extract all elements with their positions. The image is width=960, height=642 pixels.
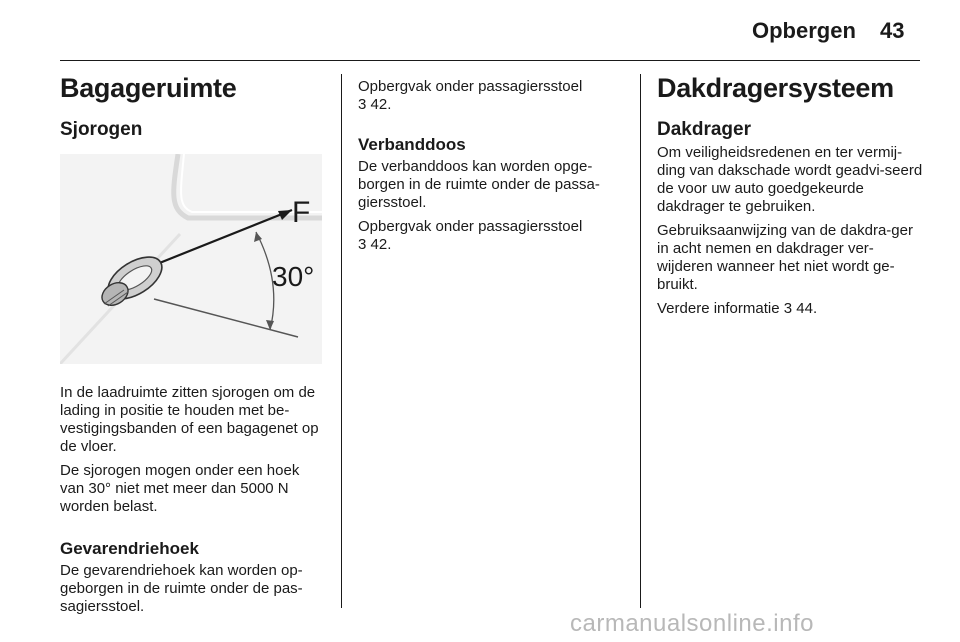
ref-arrow-icon: 3	[783, 300, 793, 317]
paragraph-dakdrager-advice: Om veiligheidsredenen en ter vermij-ding van dakschade wordt geadvi-seerd de voor uw auto goedgekeurde dakdrager te gebruiken.	[657, 144, 923, 215]
section-title-bagageruimte: Bagageruimte	[60, 73, 237, 103]
subsection-title-verbanddoos: Verbanddoos	[358, 135, 466, 154]
force-label: F	[292, 196, 311, 229]
paragraph-dakdrager-usage: Gebruiksaanwijzing van de dakdra-ger in acht nemen en dakdrager ver-wijderen wanneer het niet wordt ge-bruikt.	[657, 222, 913, 293]
page-number: 43	[880, 18, 905, 43]
subsection-title-dakdrager: Dakdrager	[657, 119, 751, 140]
section-title-dakdragersysteem: Dakdragersysteem	[657, 73, 894, 103]
column-divider-1	[341, 74, 342, 608]
right-column	[657, 72, 923, 318]
paragraph-lashing-load: De sjorogen mogen onder een hoek van 30° niet met meer dan 5000 N worden belast.	[60, 462, 300, 515]
page-reference-link[interactable]: 42.	[370, 236, 392, 253]
paragraph-more-info: Verdere informatie 3 44.	[657, 300, 818, 317]
ref-arrow-icon: 3	[358, 96, 367, 113]
subsection-title-gevarendriehoek: Gevarendriehoek	[60, 539, 199, 558]
paragraph-lashing-eyes: In de laadruimte zitten sjorogen om de lading in positie te houden met be-vestigingsbanden of een bagagenet op de vloer.	[60, 384, 319, 455]
page-reference-link[interactable]: 42.	[370, 96, 392, 113]
header-rule	[60, 60, 920, 61]
paragraph-opbergvak-2: Opbergvak onder passagiersstoel 3 42.	[358, 218, 583, 253]
ref-arrow-icon: 3	[358, 236, 367, 253]
paragraph-opbergvak-1: Opbergvak onder passagiersstoel 3 42.	[358, 78, 583, 113]
paragraph-verbanddoos: De verbanddoos kan worden opge-borgen in de ruimte onder de passa-giersstoel.	[358, 158, 600, 211]
lashing-eye-illustration	[60, 154, 322, 364]
page-reference-link[interactable]: 44.	[796, 300, 818, 317]
middle-column	[358, 78, 620, 254]
left-column	[60, 72, 322, 616]
angle-label: 30°	[272, 261, 315, 292]
subsection-title-sjorogen: Sjorogen	[60, 119, 143, 140]
column-divider-2	[640, 74, 641, 608]
running-header-title: Opbergen	[752, 18, 856, 43]
paragraph-gevarendriehoek: De gevarendriehoek kan worden op-geborgen in de ruimte onder de pas-sagiersstoel.	[60, 562, 303, 615]
lashing-eye-figure	[60, 154, 322, 364]
watermark: carmanualsonline.info	[570, 610, 814, 637]
